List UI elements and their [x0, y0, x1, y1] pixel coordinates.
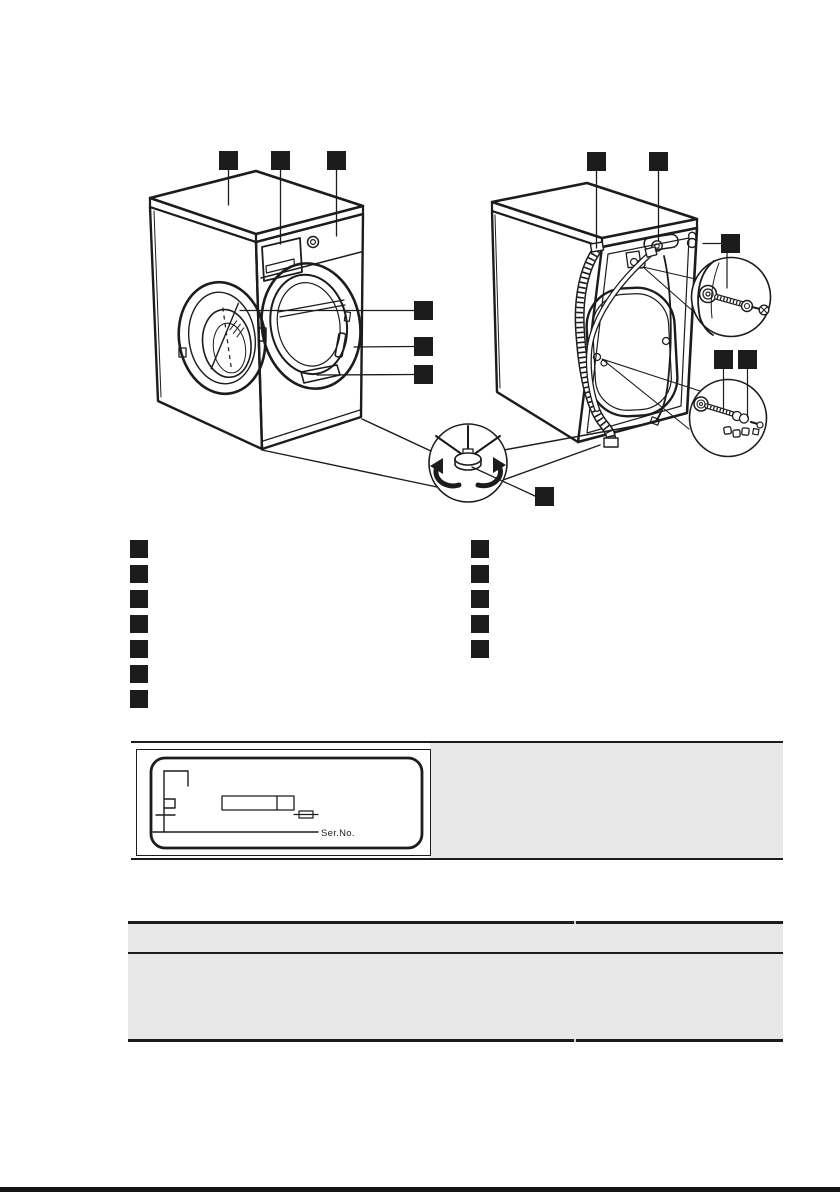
legend-marker [130, 640, 148, 658]
legend-marker [471, 640, 489, 658]
callout-marker-rear-5 [738, 350, 757, 369]
callout-marker-foot [535, 487, 554, 506]
legend-marker [471, 540, 489, 558]
info-table [128, 921, 783, 1042]
rating-plate-shaded-cell [430, 743, 783, 858]
callout-marker-door [414, 301, 433, 320]
info-table-column-notch-bottom [574, 1039, 576, 1043]
page-bottom-rule [0, 1187, 840, 1192]
lower-transit-bolt-kit-detail [690, 369, 767, 457]
info-table-header-divider [128, 952, 783, 954]
fuse-icon [294, 811, 318, 818]
hose-holder [688, 232, 697, 247]
model-field [222, 796, 294, 810]
legend-marker [130, 540, 148, 558]
callout-marker-rear-2 [649, 152, 668, 171]
legend-marker [130, 615, 148, 633]
legend-marker [130, 590, 148, 608]
callout-marker-top-2 [271, 151, 290, 170]
washer-diagrams-figure [0, 0, 840, 540]
legend-column-right [471, 540, 489, 658]
info-table-column-notch-top [574, 921, 576, 925]
rim-slot [335, 333, 346, 358]
callout-marker-slot [414, 337, 433, 356]
callout-marker-rear-3 [721, 234, 740, 253]
detergent-drawer [262, 238, 302, 281]
callout-marker-flap [414, 365, 433, 384]
callout-marker-top-1 [219, 151, 238, 170]
callout-marker-rear-4 [714, 350, 733, 369]
legend-marker [130, 565, 148, 583]
legend-marker [130, 690, 148, 708]
legend-marker [471, 565, 489, 583]
programme-knob [308, 237, 319, 248]
upper-transit-bolt-detail [692, 253, 771, 337]
rear-view-washer-illustration [492, 183, 697, 447]
legend-column-left [130, 540, 148, 708]
rating-plate-diagram [137, 750, 429, 854]
rating-plate-section [131, 741, 783, 860]
legend-marker [130, 665, 148, 683]
legend-marker [471, 590, 489, 608]
legend-marker [471, 615, 489, 633]
callout-marker-top-3 [327, 151, 346, 170]
rating-plate-box [136, 749, 431, 856]
transit-bolt-right [663, 338, 670, 345]
serial-number-label: Ser.No. [321, 828, 355, 839]
callout-marker-rear-1 [587, 152, 606, 171]
